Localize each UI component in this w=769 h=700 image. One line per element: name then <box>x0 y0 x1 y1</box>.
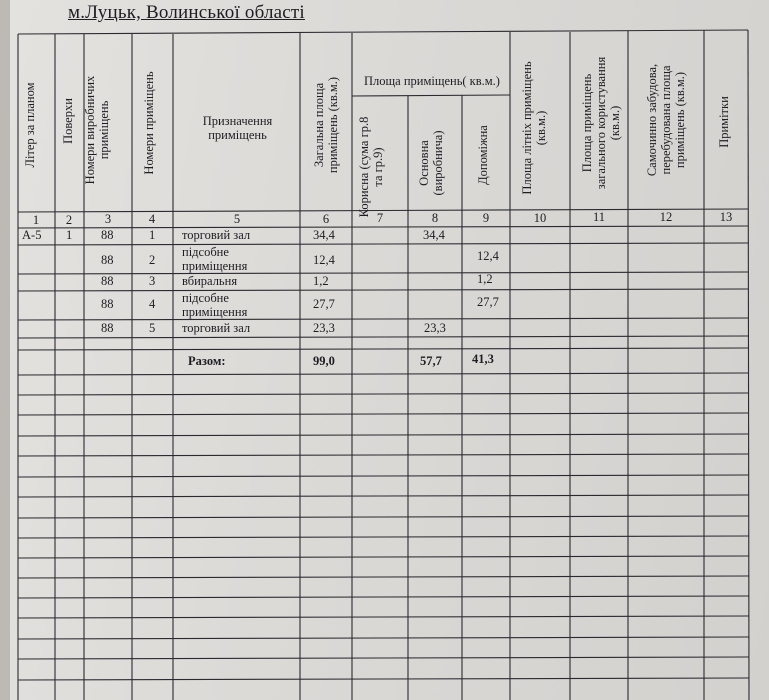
row1-vyrob: 88 <box>101 228 114 242</box>
column-number-10: 10 <box>533 211 547 225</box>
column-number-9: 9 <box>482 211 490 225</box>
column-number-4: 4 <box>148 212 156 226</box>
header-litni: Площа літніх приміщень (кв.м.) <box>520 61 548 195</box>
header-litera: Літер за планом <box>23 82 37 168</box>
row3-pryzn: вбиральня <box>182 274 238 288</box>
header-poverkhy: Поверхи <box>61 98 75 144</box>
column-number-5: 5 <box>233 212 241 226</box>
row1-poverkh: 1 <box>66 228 73 242</box>
row5-vyrob: 88 <box>101 321 114 335</box>
row2-vyrob: 88 <box>101 253 114 267</box>
column-number-6: 6 <box>322 212 330 226</box>
total-zahalna: 99,0 <box>313 354 335 368</box>
row5-pryzn: торговий зал <box>182 321 251 335</box>
row1-zahalna: 34,4 <box>313 228 335 242</box>
header-nomery-vyrobnychykh: Номери виробничих приміщень <box>83 75 111 185</box>
row4-zahalna: 27,7 <box>313 297 335 311</box>
header-nomery-prymishchen: Номери приміщень <box>142 71 156 175</box>
header-zahalnoho-korystuvannia: Площа приміщень загального користування (кв.м.) <box>580 56 622 190</box>
row2-zahalna: 12,4 <box>313 253 335 267</box>
column-number-8: 8 <box>431 211 439 225</box>
column-number-7: 7 <box>376 211 384 225</box>
header-pryznachennia: Призначення приміщень <box>202 114 273 142</box>
row1-osnovna: 34,4 <box>423 228 445 242</box>
row3-zahalna: 1,2 <box>313 274 329 288</box>
row1-litera: А-5 <box>22 228 42 242</box>
row3-nomer: 3 <box>149 274 156 288</box>
header-prymitky: Примітки <box>717 96 731 148</box>
row2-dopom: 12,4 <box>477 249 499 263</box>
row5-zahalna: 23,3 <box>313 321 335 335</box>
total-osnovna: 57,7 <box>420 354 442 368</box>
column-number-13: 13 <box>719 210 733 224</box>
row3-dopom: 1,2 <box>477 272 493 286</box>
row1-pryzn: торговий зал <box>182 228 251 242</box>
row1-nomer: 1 <box>149 228 156 242</box>
column-number-2: 2 <box>65 213 73 227</box>
row5-nomer: 5 <box>149 321 156 335</box>
column-number-3: 3 <box>104 212 112 226</box>
header-samochynno: Самочинно забудова, перебудована площа приміщень (кв.м.) <box>645 63 687 177</box>
row4-pryzn: підсобне приміщення <box>182 291 248 319</box>
row5-osnovna: 23,3 <box>424 321 446 335</box>
row3-vyrob: 88 <box>101 274 114 288</box>
column-number-1: 1 <box>32 213 40 227</box>
header-korysna: Корисна (сума гр.8 та гр.9) <box>357 116 385 218</box>
total-dopom: 41,3 <box>472 352 494 366</box>
header-osnovna: Основна (виробнича) <box>417 130 445 196</box>
row2-pryzn: підсобне приміщення <box>182 245 248 273</box>
row2-nomer: 2 <box>149 253 156 267</box>
column-number-11: 11 <box>592 210 606 224</box>
row4-nomer: 4 <box>149 297 156 311</box>
document-title: м.Луцьк, Волинської області <box>68 2 305 23</box>
column-number-12: 12 <box>659 210 673 224</box>
header-dopomizhna: Допоміжна <box>476 125 490 185</box>
header-ploshcha-group: Площа приміщень( кв.м.) <box>364 74 500 88</box>
row4-vyrob: 88 <box>101 297 114 311</box>
header-zahalna: Загальна площа приміщень (кв.м.) <box>312 76 340 174</box>
total-label: Разом: <box>188 354 226 368</box>
row4-dopom: 27,7 <box>477 295 499 309</box>
